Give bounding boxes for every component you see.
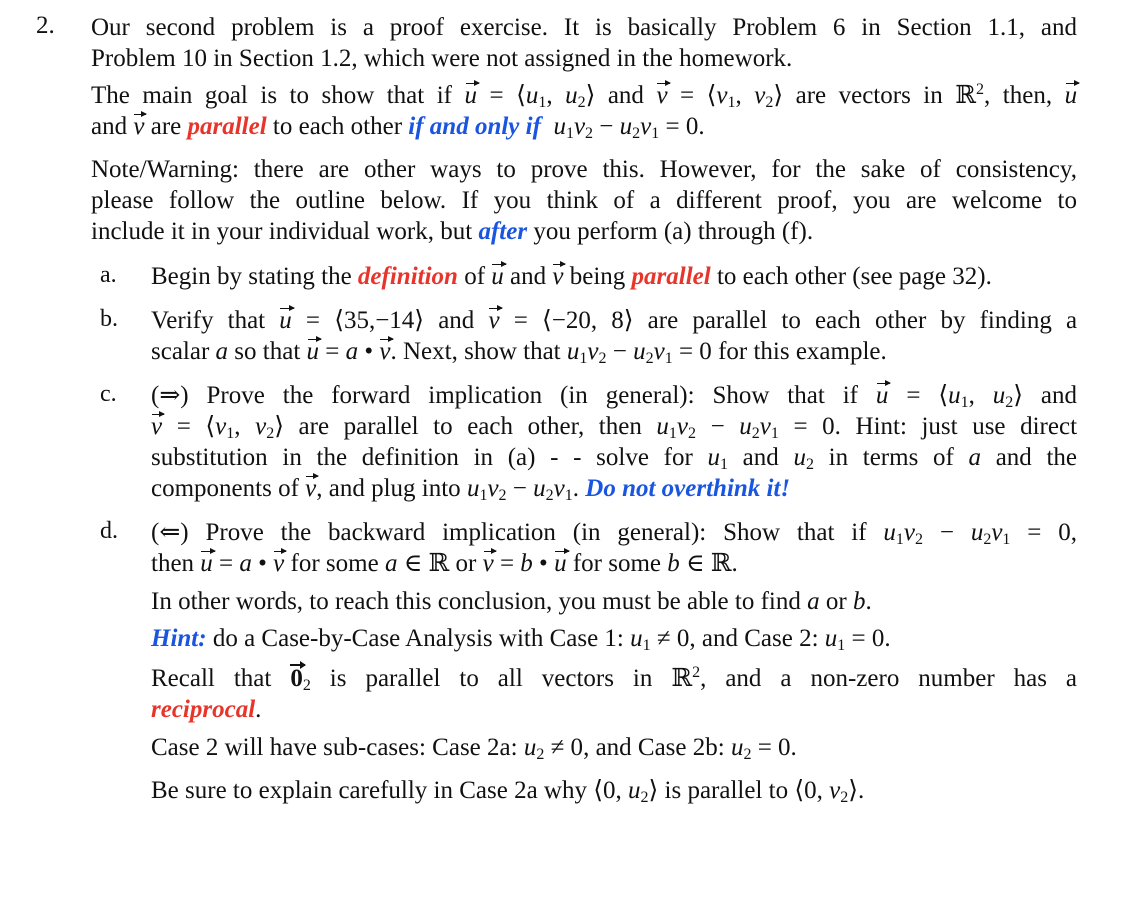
part-d-label: d. — [100, 518, 118, 544]
part-b: Verify that u = ⟨35,−14⟩ and v = ⟨−20, 8⟩ are parallel to each other by finding a scalar a so that u = a • v. Next, show that $u_1v_2 - u_2v_1 = 0$ for this example. — [151, 307, 1078, 367]
problem-number: 2. — [36, 12, 55, 39]
part-d-explain: Be sure to explain carefully in Case 2a why ⟨0, $u_2⟩$ is parallel to ⟨0, $v_2⟩$. — [151, 777, 865, 806]
part-a-label: a. — [100, 262, 117, 288]
part-d: (⇐) Prove the backward implication (in general): Show that if $u_1v_2 - u_2v_1 = 0$, then u = a • v for some a ∈ ℝ or v = b • u for some b ∈ ℝ. — [151, 519, 1077, 577]
part-b-label: b. — [100, 306, 118, 332]
intro-paragraph: Our second problem is a proof exercise. It is basically Problem 6 in Section 1.1, and Problem 10 in Section 1.2, which were not assigned in the homework. — [91, 14, 1077, 72]
part-d-recall: Recall that $0_2$ is parallel to all vectors in ℝ$^2$, and a non-zero number has a reciprocal. — [151, 664, 1078, 723]
reciprocal-emphasis: reciprocal — [151, 696, 256, 723]
part-c-label: c. — [100, 381, 117, 407]
part-c: (⇒) Prove the forward implication (in general): Show that if $u = ⟨u_1$, $u_2⟩$ and $v = ⟨v_1$, $v_2⟩$ are parallel to each other, then $u_1v_2 - u_2v_1 = 0$. Hint: just use direct substitution in the definition in (a) - - solve for $u_1$ and $u_2$ in terms of a and the components of v, and plug into $u_1v_2 - u_2v_1$. Do not overthink it! — [151, 382, 1078, 504]
definition-emphasis: definition — [357, 263, 458, 290]
part-d-other-words: In other words, to reach this conclusion, you must be able to find a or b. — [151, 588, 872, 615]
hint-label: Hint: — [151, 625, 207, 652]
iff-emphasis: if and only if — [408, 113, 541, 140]
parallel-emphasis-a: parallel — [631, 263, 711, 290]
note-paragraph: Note/Warning: there are other ways to prove this. However, for the sake of consistency, please follow the outline below. If you think of a different proof, you are welcome to include it in your individual work, but after you perform (a) through (f). — [91, 156, 1077, 245]
after-emphasis: after — [478, 218, 528, 245]
overthink-emphasis: Do not overthink it! — [585, 475, 791, 502]
part-d-case2: Case 2 will have sub-cases: Case 2a: $u_2 \ne 0$, and Case 2b: $u_2 = 0$. — [151, 734, 797, 763]
part-a: Begin by stating the definition of u and v being parallel to each other (see page 32). — [151, 263, 992, 290]
part-d-hint: Hint: do a Case-by-Case Analysis with Case 1: $u_1 \ne 0$, and Case 2: $u_1 = 0$. — [151, 625, 891, 654]
goal-paragraph: The main goal is to show that if $u = ⟨u_1$, $u_2⟩$ and $v = ⟨v_1$, $v_2⟩$ are vectors in ℝ$^2$, then, u and v are parallel to each other if and only if $u_1v_2 - u_2v_1 = 0$. — [91, 81, 1078, 142]
parallel-emphasis: parallel — [187, 113, 267, 140]
